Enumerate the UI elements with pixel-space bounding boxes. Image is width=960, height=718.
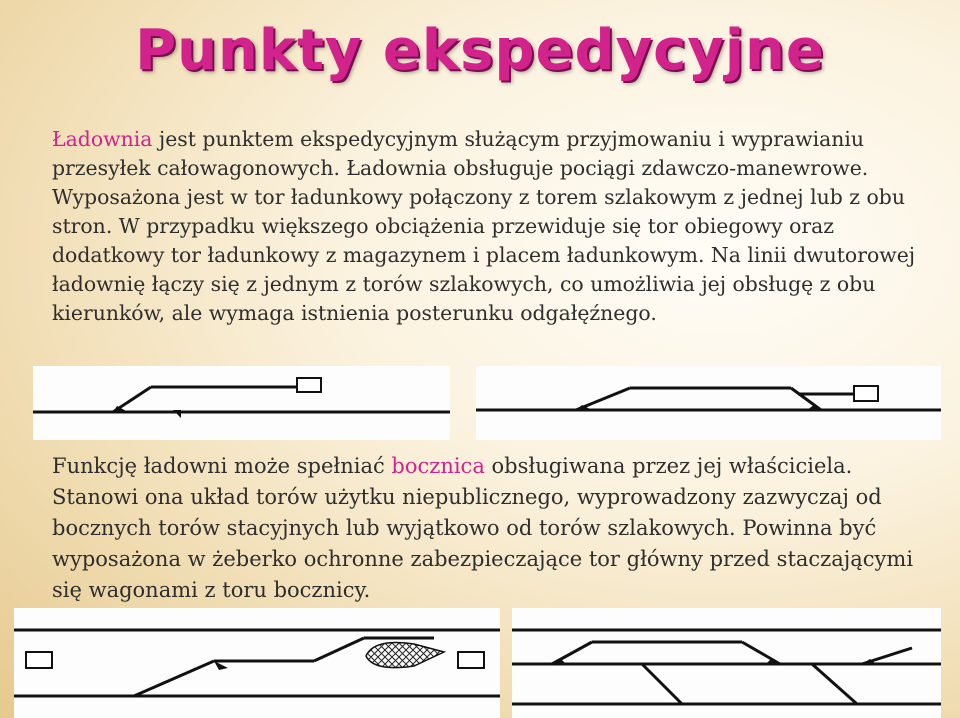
term-ladownia: Ładownia <box>52 127 153 151</box>
track-diagram-single-siding-svg <box>33 366 450 440</box>
paragraph-bocznica-text-after: obsługiwana przez jej właściciela. Stanowi ona układ torów użytku niepublicznego, wyprowadzony zazwyczaj od bocznych torów stacyjnych lub wyjątkowo od torów szlakowych. Powinna być wyposażona w żeberko ochronne zabezpieczające tor główny przed staczającymi się wagonami z toru bocznicy. <box>52 454 914 602</box>
paragraph-ladownia-text: jest punktem ekspedycyjnym służącym przyjmowaniu i wyprawianiu przesyłek całowagonowych. Ładownia obsługuje pociągi zdawczo-manewrowe. Wyposażona jest w tor ładunkowy połączony z torem szlakowym z jednej lub z obu stron. W przypadku większego obciążenia przewiduje się tor obiegowy oraz dodatkowy tor ładunkowy z magazynem i placem ładunkowym. Na linii dwutorowej ładownię łączy się z jednym z torów szlakowych, co umożliwia jej obsługę z obu kierunków, ale wymaga istnienia posterunku odgałęźnego. <box>52 127 916 325</box>
term-bocznica: bocznica <box>391 454 485 478</box>
track-diagram-double-sided-siding-svg <box>476 366 941 440</box>
page-title: Punkty ekspedycyjne <box>135 18 825 83</box>
track-diagram-double-sided-siding <box>476 366 941 440</box>
paragraph-ladownia <box>52 125 922 328</box>
track-diagram-protective-ridge-svg <box>14 608 500 718</box>
paragraph-bocznica <box>52 451 922 606</box>
track-diagram-single-siding <box>33 366 450 440</box>
paragraph-bocznica-text-before: Funkcję ładowni może spełniać <box>52 454 392 478</box>
track-diagram-protective-ridge <box>14 608 500 718</box>
track-diagram-station-siding <box>512 608 941 718</box>
track-diagram-station-siding-svg <box>512 608 941 718</box>
